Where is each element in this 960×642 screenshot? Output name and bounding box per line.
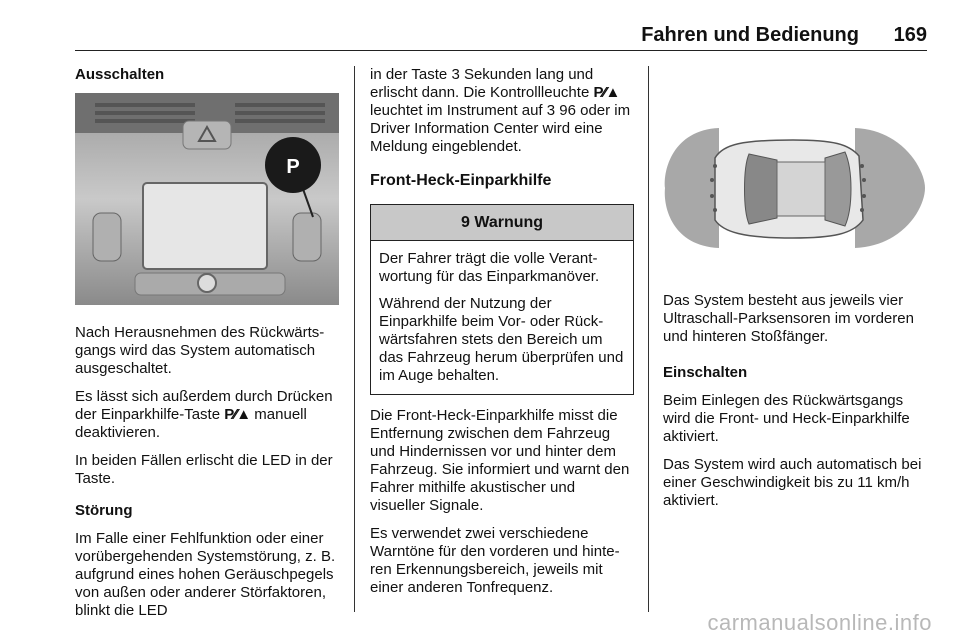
warning-title: 9 Warnung [371,205,633,241]
paragraph: Das System besteht aus jeweils vier Ultraschall-Parksensoren im vorderen und hinteren Stoßfänger. [663,292,914,345]
paragraph: Es lässt sich außerdem durch Drücken der Einparkhilfe-Taste P⁄⁄▲ manuell deaktivieren. [75,388,333,441]
page-number: 169 [893,24,927,46]
paragraph: in der Taste 3 Sekunden lang und erlischt dann. Die Kontrollleuchte P⁄⁄▲ leuchtet im Instrument auf 3 96 oder im Driver Information Center wird eine Meldung eingeblendet. [370,66,631,155]
warning-box [370,204,634,395]
car-sensor-diagram [663,100,928,275]
watermark: carmanualsonline.info [707,610,932,635]
column-divider [354,66,355,612]
paragraph: In beiden Fällen erlischt die LED in der Taste. [75,452,333,487]
column-middle [370,66,634,607]
section-title: Fahren und Bedienung [641,24,859,46]
paragraph: Im Falle einer Fehlfunktion oder einer vorübergehenden Systemstörung, z. B. aufgrund eines hohen Geräuschpegels von außen oder anderer Störfaktoren, blinkt die LED [75,530,336,619]
warning-text: Während der Nutzung der Einparkhilfe beim Vor- oder Rückwärtsfahren stets den Bereich um das Fahrzeug herum überprüfen und im Auge behalten. [379,295,624,384]
paragraph: Beim Einlegen des Rückwärtsgangs wird die Front- und Heck-Einparkhilfe aktiviert. [663,392,910,445]
warning-text: Der Fahrer trägt die volle Verantwortung für das Einparkmanöver. [379,250,600,285]
park-assist-icon: P⁄⁄▲ [593,84,620,101]
paragraph: Die Front-Heck-Einparkhilfe misst die Entfernung zwischen dem Fahrzeug und Hindernissen vor und hinter dem Fahrzeug. Sie informiert und warnt den Fahrer mithilfe akustischer und visueller Signale. [370,407,630,514]
warning-icon: 9 [460,214,470,231]
paragraph: Es verwendet zwei verschiedene Warntöne für den vorderen und hinteren Erkennungsbereich, jeweils mit einer anderen Tonfrequenz. [370,525,620,596]
heading-einschalten: Einschalten [663,364,748,381]
paragraph: Das System wird auch automatisch bei einer Geschwindigkeit bis zu 11 km/h aktiviert. [663,456,922,509]
park-assist-icon: P⁄⁄▲ [224,406,251,423]
dashboard-photo [75,93,339,305]
page-reference: 3 96 [546,102,576,119]
column-divider [648,66,649,612]
heading-front-heck: Front-Heck-Einparkhilfe [370,172,552,189]
paragraph: Nach Herausnehmen des Rückwärtsgangs wird das System automatisch ausgeschaltet. [75,324,325,377]
heading-ausschalten: Ausschalten [75,66,165,83]
page-header [75,24,927,51]
park-assist-button-icon: P [286,156,300,178]
column-right [663,292,929,520]
heading-stoerung: Störung [75,502,133,519]
